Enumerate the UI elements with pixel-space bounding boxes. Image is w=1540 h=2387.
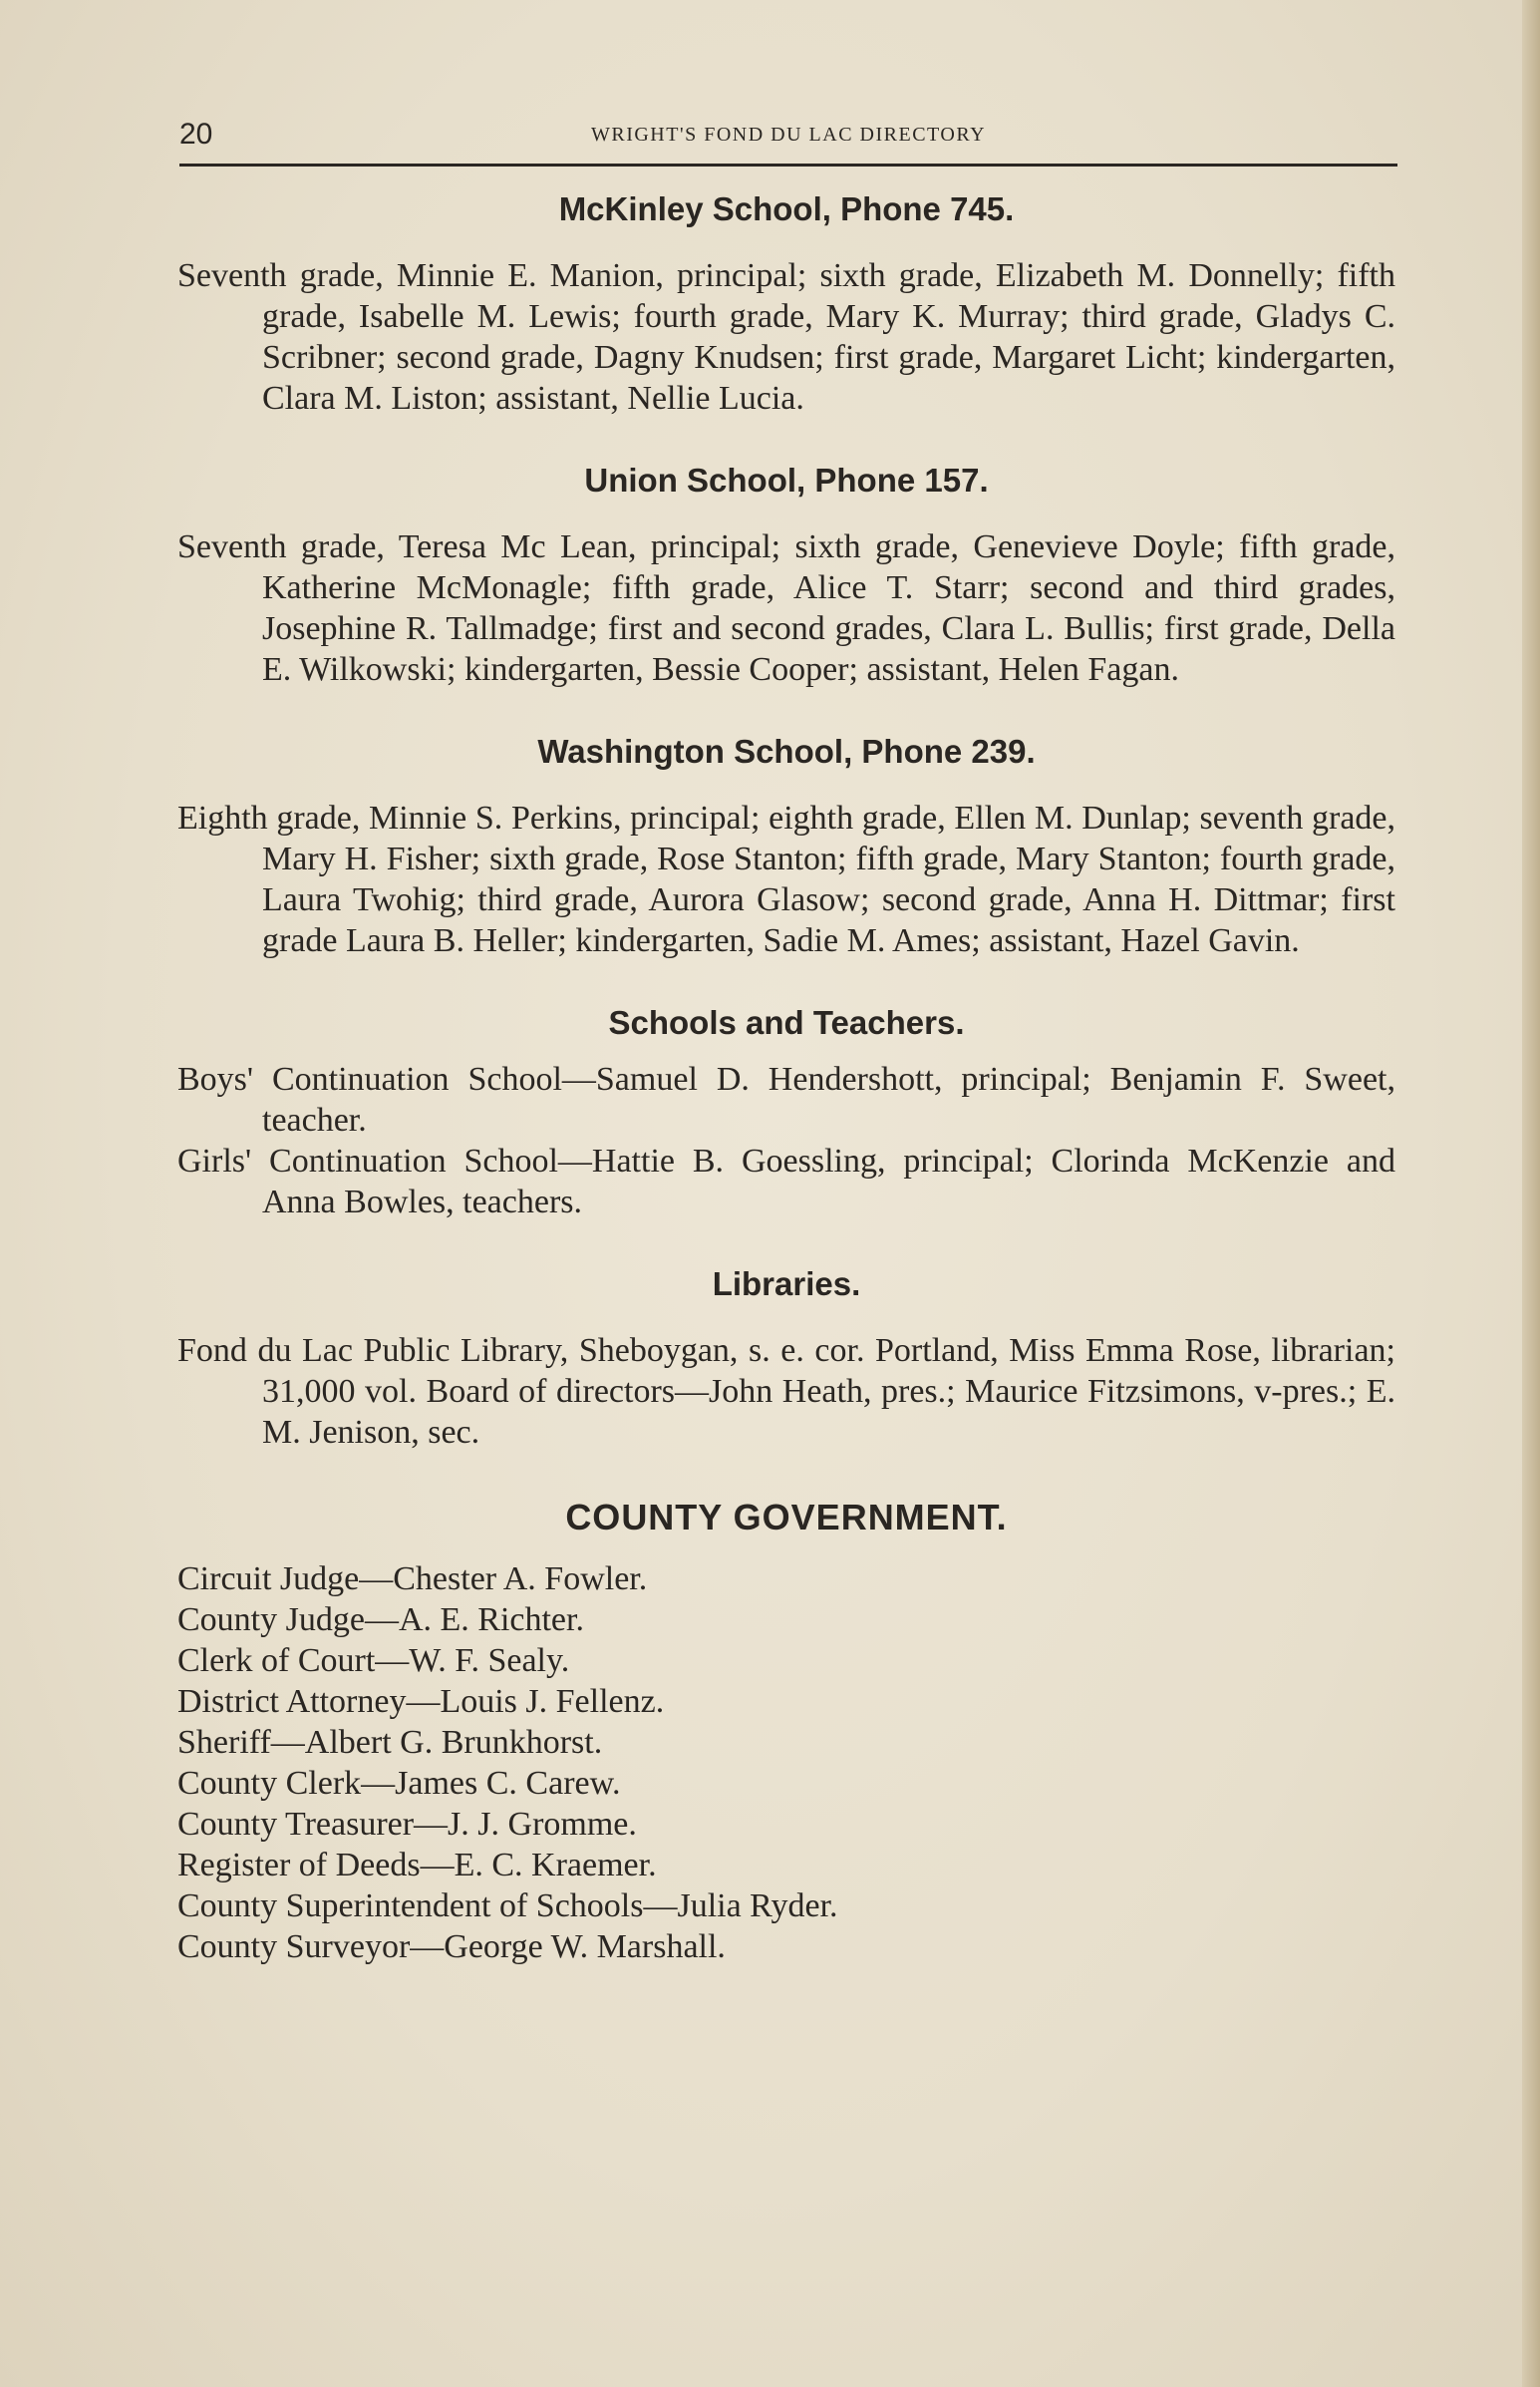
officer-line: Sheriff—Albert G. Brunkhorst. — [177, 1724, 603, 1761]
officer-line: Circuit Judge—Chester A. Fowler. — [177, 1560, 648, 1597]
officer-line: County Judge—A. E. Richter. — [177, 1601, 584, 1638]
section-heading: Union School, Phone 157. — [584, 462, 989, 499]
section-mckinley-school — [177, 187, 1395, 419]
section-paragraph: Eighth grade, Minnie S. Perkins, principal; eighth grade, Ellen M. Dunlap; seventh grade, Mary H. Fisher; sixth grade, Rose Stanton; fifth grade, Mary Stanton; fourth grade, Laura Twohig; third grade, Aurora Glasow; second grade, Anna H. Dittmar; first grade Laura B. Heller; kindergarten, Sadie M. Ames; assistant, Hazel Gavin. — [177, 800, 1395, 959]
running-title: WRIGHT'S FOND DU LAC DIRECTORY — [590, 124, 987, 146]
section-libraries — [177, 1262, 1395, 1453]
page-number: 20 — [179, 118, 213, 151]
section-paragraph: Seventh grade, Minnie E. Manion, principal; sixth grade, Elizabeth M. Donnelly; fifth grade, Isabelle M. Lewis; fourth grade, Mary K. Murray; third grade, Gladys C. Scribner; second grade, Dagny Knudsen; first grade, Margaret Licht; kindergarten, Clara M. Liston; assistant, Nellie Lucia. — [177, 257, 1395, 417]
page-edge — [1522, 0, 1540, 2387]
section-washington-school — [177, 730, 1395, 961]
section-paragraph: Fond du Lac Public Library, Sheboygan, s. e. cor. Portland, Miss Emma Rose, librarian; 31,000 vol. Board of directors—John Heath, pres.; Maurice Fitzsimons, v-pres.; E. M. Jenison, sec. — [177, 1332, 1395, 1451]
section-heading: Schools and Teachers. — [608, 1004, 965, 1041]
header-rule — [179, 164, 1397, 167]
officer-line: Clerk of Court—W. F. Sealy. — [177, 1642, 570, 1679]
section-heading: Libraries. — [712, 1265, 861, 1302]
section-union-school — [177, 459, 1395, 690]
entry-boys-continuation: Boys' Continuation School—Samuel D. Hendershott, principal; Benjamin F. Sweet, teacher. — [177, 1061, 1395, 1139]
county-heading: COUNTY GOVERNMENT. — [565, 1497, 1008, 1537]
entry-girls-continuation: Girls' Continuation School—Hattie B. Goessling, principal; Clorinda McKenzie and Anna Bowles, teachers. — [177, 1143, 1395, 1220]
officer-line: County Surveyor—George W. Marshall. — [177, 1928, 726, 1965]
officer-line: County Superintendent of Schools—Julia Ryder. — [177, 1887, 838, 1924]
section-heading: McKinley School, Phone 745. — [558, 190, 1015, 227]
section-heading: Washington School, Phone 239. — [537, 733, 1036, 770]
section-paragraph: Seventh grade, Teresa Mc Lean, principal; sixth grade, Genevieve Doyle; fifth grade, Katherine McMonagle; fifth grade, Alice T. Starr; second and third grades, Josephine R. Tallmadge; first and second grades, Clara L. Bullis; first grade, Della E. Wilkowski; kindergarten, Bessie Cooper; assistant, Helen Fagan. — [177, 528, 1395, 688]
section-county-government — [177, 1493, 1395, 1967]
section-schools-and-teachers — [177, 1001, 1395, 1222]
running-head — [179, 112, 1397, 162]
officer-line: County Treasurer—J. J. Gromme. — [177, 1806, 637, 1843]
officer-line: County Clerk—James C. Carew. — [177, 1765, 621, 1802]
page-content — [177, 187, 1395, 1967]
officer-line: Register of Deeds—E. C. Kraemer. — [177, 1847, 657, 1883]
officer-line: District Attorney—Louis J. Fellenz. — [177, 1683, 665, 1720]
